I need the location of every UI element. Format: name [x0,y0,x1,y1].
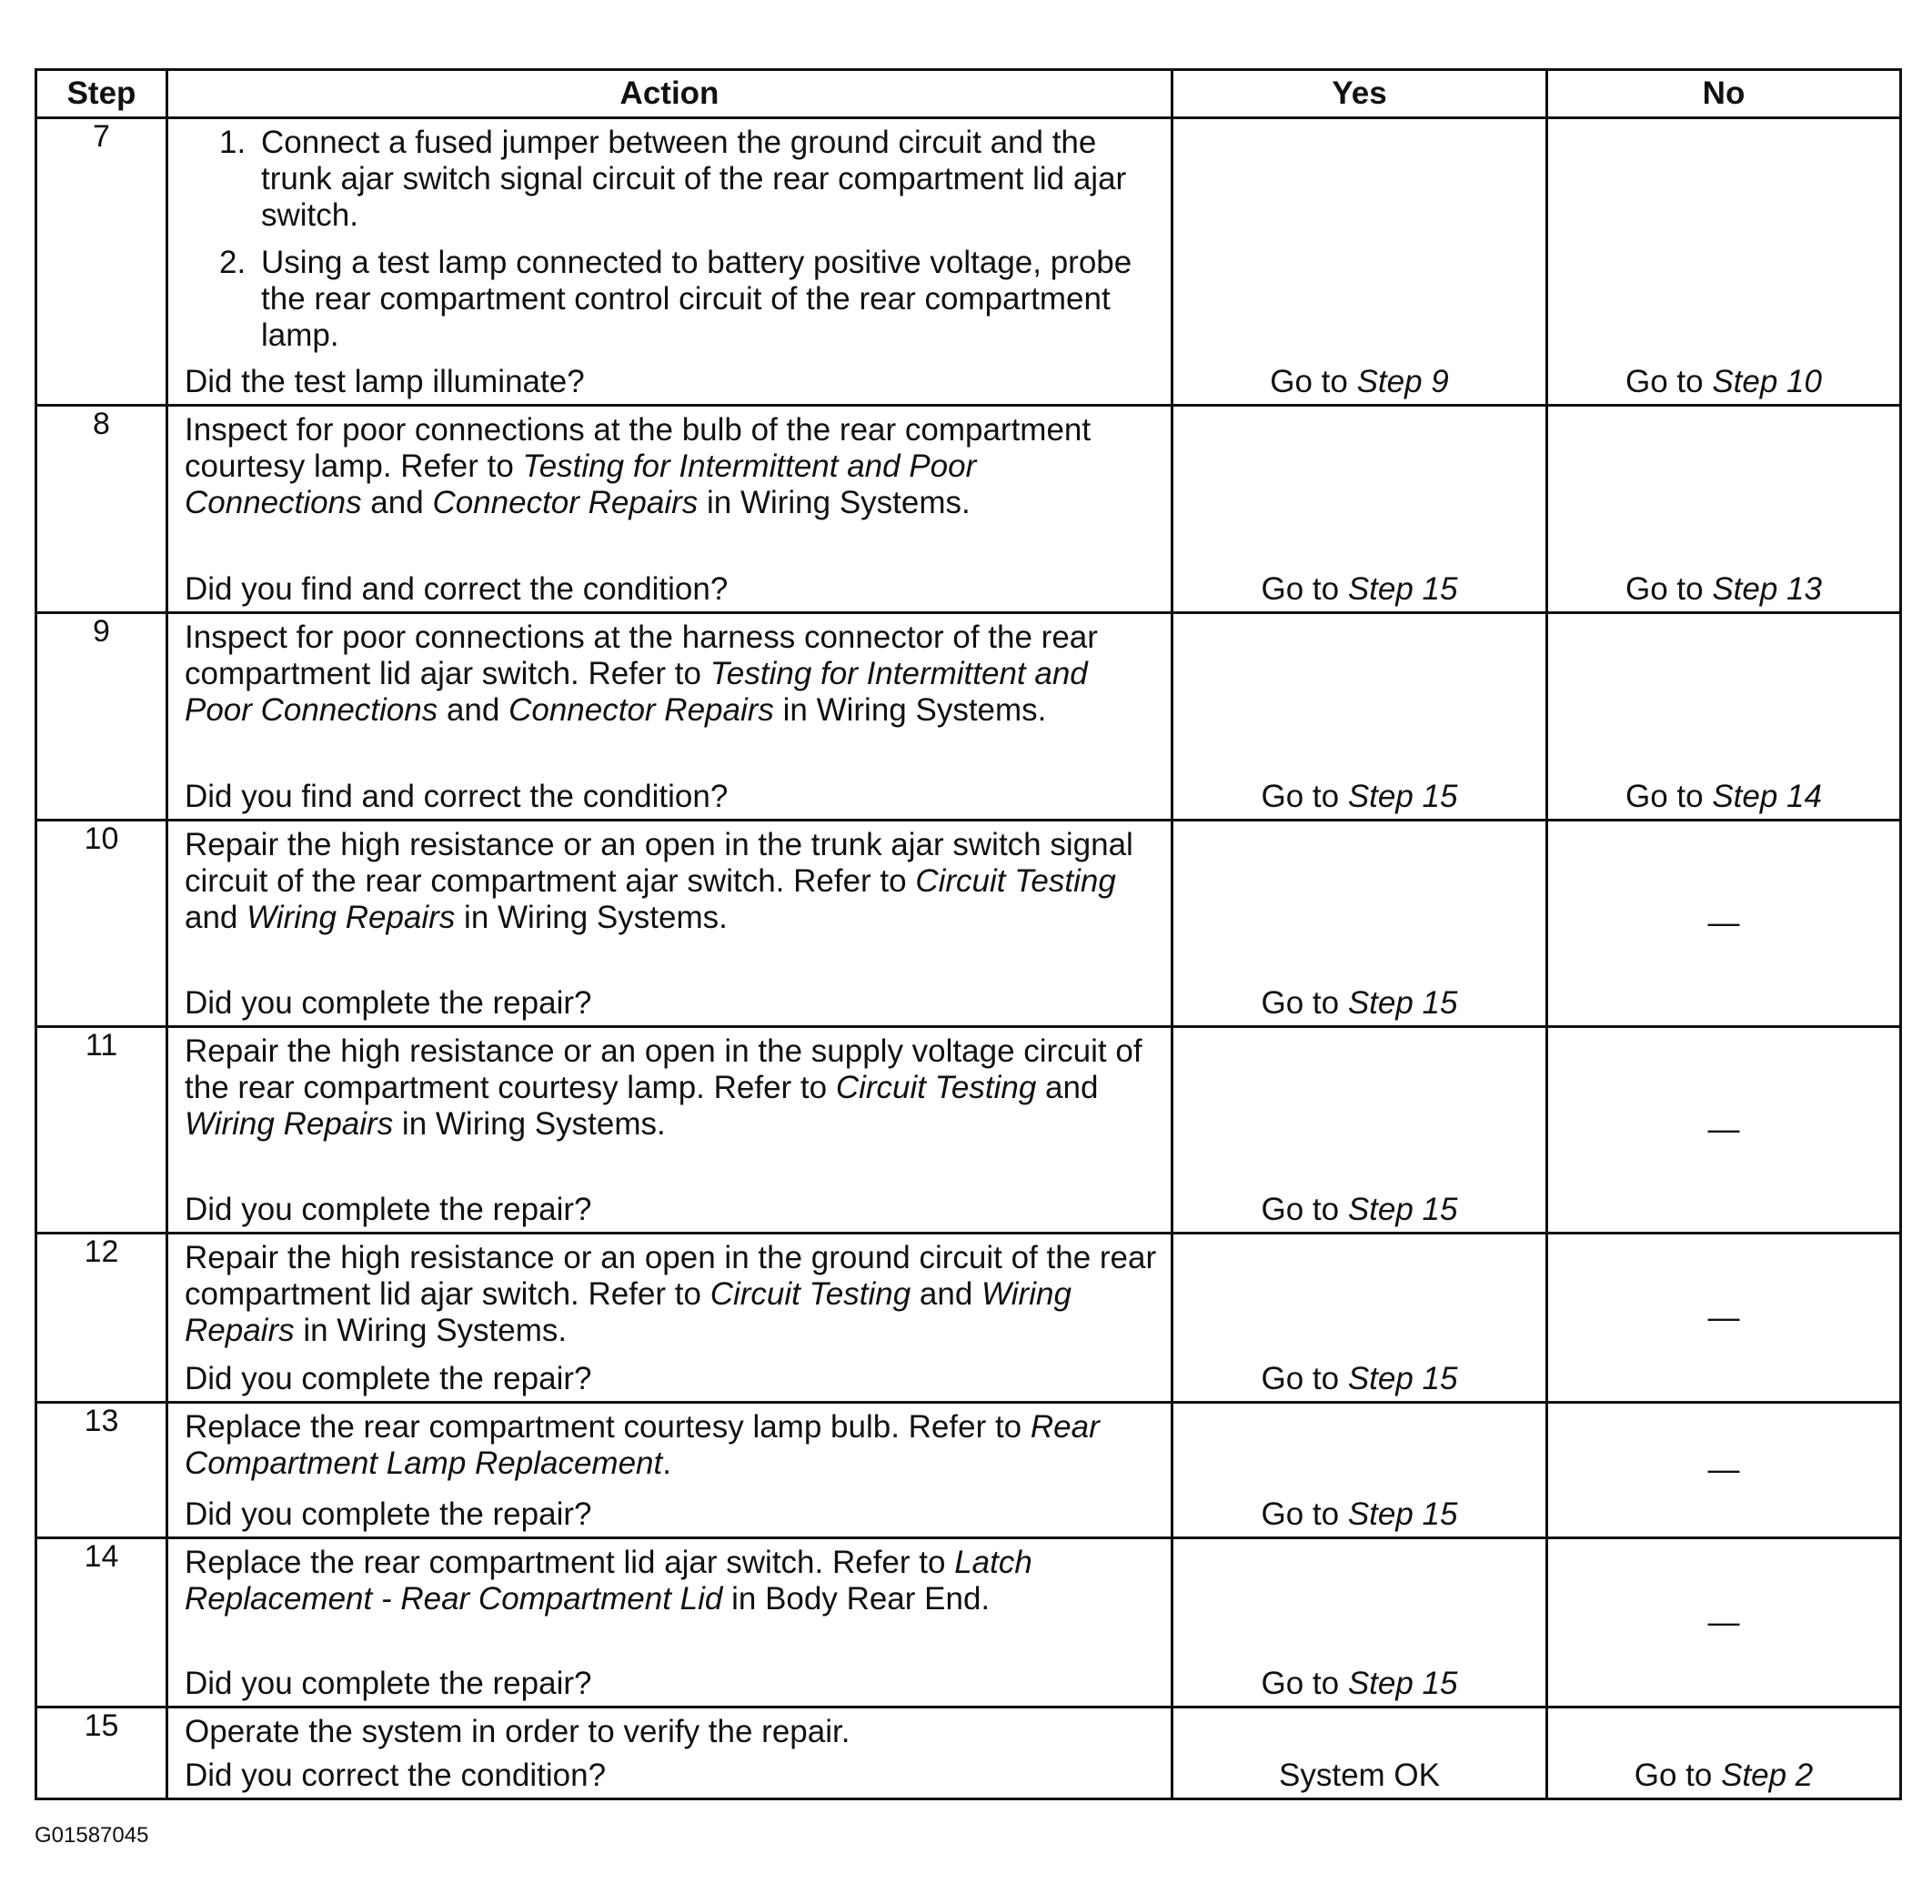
step-number: 7 [36,118,167,406]
no-cell [1547,821,1901,1027]
header-no: No [1547,70,1901,118]
yes-result: Go to Step 15 [1261,571,1458,607]
table-row [36,821,1901,1027]
action-cell [167,1027,1172,1234]
question-text: Did you complete the repair? [185,1192,592,1227]
action-text: Repair the high resistance or an open in the supply voltage circuit of the rear compartment courtesy lamp. Refer to Circuit Testing and Wiring Repairs in Wiring Systems. [185,1033,1142,1142]
list-item: 2. Using a test lamp connected to battery positive voltage, probe the rear compartment control circuit of the rear compartment lamp. [219,245,1132,353]
yes-cell [1172,1234,1547,1403]
no-dash: — [1707,1112,1740,1147]
action-cell [167,821,1172,1027]
no-cell [1547,118,1901,406]
step-number: 12 [36,1234,167,1403]
action-cell [167,613,1172,821]
yes-cell [1172,1538,1547,1708]
question-text: Did you correct the condition? [185,1758,607,1793]
action-text: Replace the rear compartment lid ajar switch. Refer to Latch Replacement - Rear Compartment Lid in Body Rear End. [185,1545,1032,1617]
table-row [36,1234,1901,1403]
question-text: Did you complete the repair? [185,1496,592,1532]
action-text: Repair the high resistance or an open in the ground circuit of the rear compartment lid ajar switch. Refer to Circuit Testing and Wiring Repairs in Wiring Systems. [185,1240,1157,1348]
table-row [36,1027,1901,1234]
yes-cell [1172,406,1547,613]
yes-cell [1172,1708,1547,1799]
no-cell [1547,613,1901,821]
no-dash: — [1707,905,1740,941]
step-number: 13 [36,1403,167,1538]
step-number: 14 [36,1538,167,1708]
no-cell [1547,1403,1901,1538]
question-text: Did you complete the repair? [185,985,592,1021]
step-number: 11 [36,1027,167,1234]
step-number: 8 [36,406,167,613]
table-row [36,613,1901,821]
yes-result: Go to Step 15 [1261,985,1458,1021]
no-cell [1547,1538,1901,1708]
no-dash: — [1707,1299,1740,1335]
header-action: Action [167,70,1172,118]
action-text: Operate the system in order to verify the repair. [185,1714,850,1749]
yes-cell [1172,1027,1547,1234]
question-text: Did you find and correct the condition? [185,779,729,814]
diagnostic-table [35,68,1902,1800]
table-row [36,1708,1901,1799]
no-result: Go to Step 2 [1634,1758,1814,1793]
question-text: Did you complete the repair? [185,1666,592,1701]
yes-result: Go to Step 15 [1261,1496,1458,1532]
action-text: Replace the rear compartment courtesy lamp bulb. Refer to Rear Compartment Lamp Replacement. [185,1409,1100,1481]
yes-result: System OK [1279,1758,1440,1793]
action-cell [167,1708,1172,1799]
table-row [36,1538,1901,1708]
yes-cell [1172,613,1547,821]
step-number: 10 [36,821,167,1027]
table-row [36,118,1901,406]
action-steps [185,125,1158,354]
action-cell [167,118,1172,406]
no-result: Go to Step 13 [1625,571,1822,607]
action-text: Repair the high resistance or an open in the trunk ajar switch signal circuit of the rear compartment ajar switch. Refer to Circuit Testing and Wiring Repairs in Wiring Systems. [185,827,1133,935]
step-number: 9 [36,613,167,821]
no-cell [1547,1708,1901,1799]
yes-result: Go to Step 15 [1261,1361,1458,1396]
yes-result: Go to Step 15 [1261,1666,1458,1701]
no-dash: — [1707,1452,1740,1487]
yes-cell [1172,118,1547,406]
no-result: Go to Step 10 [1625,364,1822,399]
no-result: Go to Step 14 [1625,779,1822,814]
action-cell [167,406,1172,613]
action-cell [167,1403,1172,1538]
action-cell [167,1538,1172,1708]
yes-cell [1172,1403,1547,1538]
header-yes: Yes [1172,70,1547,118]
list-item: 1. Connect a fused jumper between the ground circuit and the trunk ajar switch signal circuit of the rear compartment lid ajar switch. [219,125,1127,233]
table-row [36,406,1901,613]
question-text: Did the test lamp illuminate? [185,364,585,399]
yes-result: Go to Step 15 [1261,779,1458,814]
header-row [36,70,1901,118]
step-number: 15 [36,1708,167,1799]
no-cell [1547,406,1901,613]
no-cell [1547,1234,1901,1403]
action-text: Inspect for poor connections at the harness connector of the rear compartment lid ajar switch. Refer to Testing for Intermittent and Poor Connections and Connector Repairs in Wiring Systems. [185,620,1098,728]
yes-result: Go to Step 9 [1270,364,1449,399]
question-text: Did you complete the repair? [185,1361,592,1396]
table-row [36,1403,1901,1538]
figure-id: G01587045 [35,1823,149,1848]
action-text: Inspect for poor connections at the bulb of the rear compartment courtesy lamp. Refer to Testing for Intermittent and Poor Connections and Connector Repairs in Wiring Systems. [185,412,1092,520]
yes-result: Go to Step 15 [1261,1192,1458,1227]
yes-cell [1172,821,1547,1027]
action-cell [167,1234,1172,1403]
header-step: Step [36,70,167,118]
question-text: Did you find and correct the condition? [185,571,729,607]
no-dash: — [1707,1604,1740,1640]
no-cell [1547,1027,1901,1234]
